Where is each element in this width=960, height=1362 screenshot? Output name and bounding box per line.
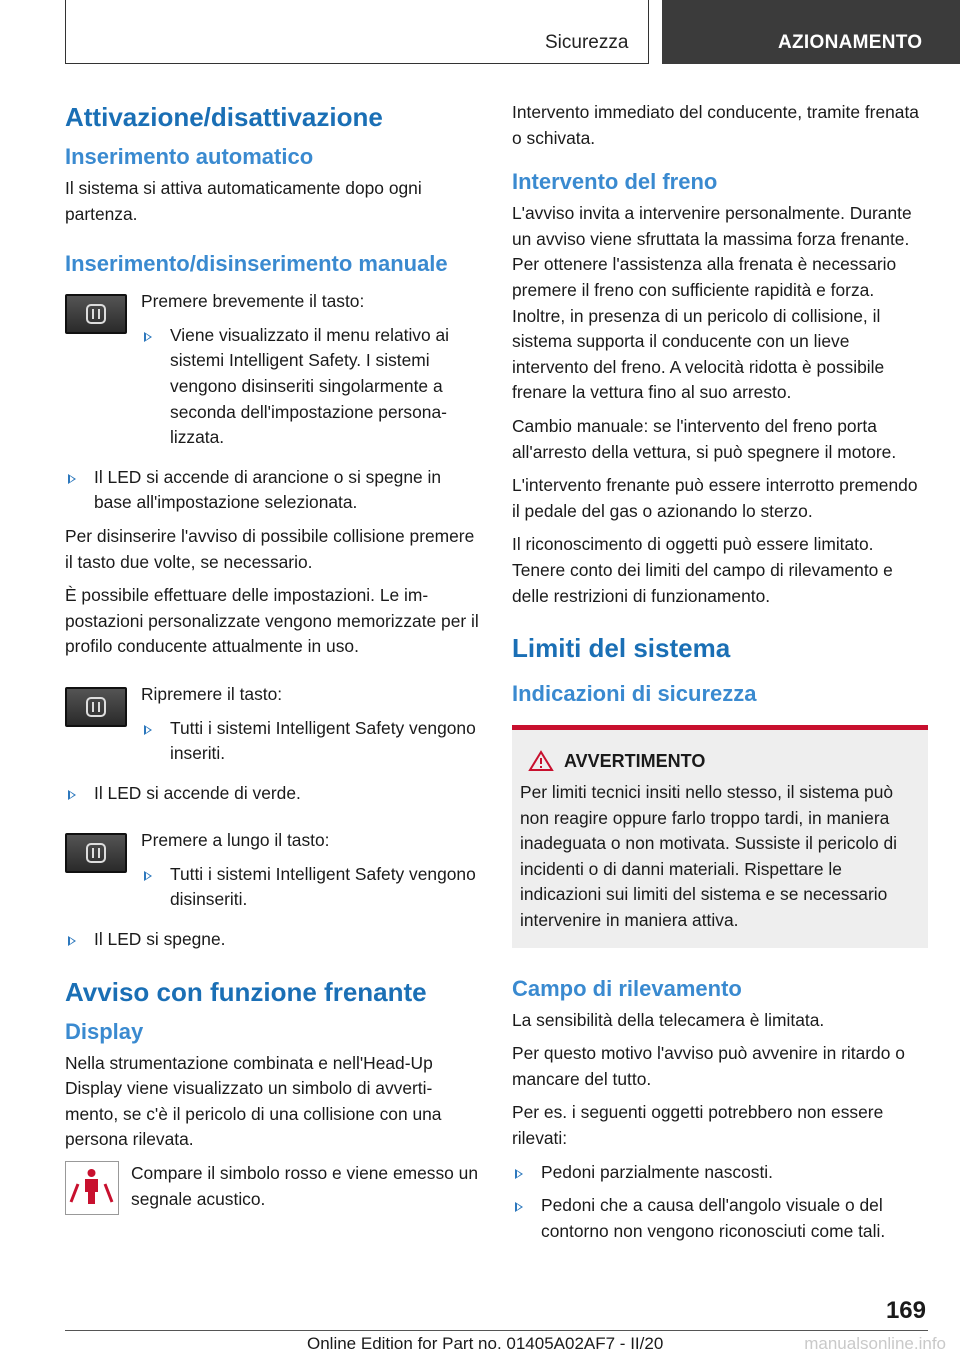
press-short-text: Premere brevemente il tasto: (141, 291, 365, 312)
heading-manual: Inserimento/disinserimento manuale (65, 251, 448, 277)
warning-text: Per limiti tecnici insiti nello stesso, il sistema può non reagire oppure farlo troppo tardi, in maniera inadeguata o non motivata. Sussiste il pericolo di incidenti o di danni materiali. Rispettare le indicazioni sui limiti del sistema e se necessario intervenire in maniera attiva. (520, 782, 898, 931)
paragraph-auto: Il sistema si attiva automaticamente dopo ogni partenza. (65, 178, 422, 224)
list-item-text: Il LED si accende di arancione o si spegne in base all'impostazione selezionata. (94, 466, 442, 513)
bullet-triangle-icon (68, 936, 76, 946)
list-item-text: Pedoni che a causa dell'angolo visuale o del contorno non vengono riconosciuti come tali. (541, 1195, 886, 1241)
list-item-text: Il LED si spegne. (94, 929, 226, 950)
heading-activation: Attivazione/disattivazione (65, 102, 383, 132)
paragraph-sensitivity: La sensibilità della telecamera è limitata. (512, 1009, 825, 1030)
bullet-triangle-icon (68, 474, 76, 484)
paragraph-intervention: Intervento immediato del conducente, tramite frenata o schivata. (512, 102, 919, 148)
paragraph-settings: È possibile effettuare delle impostazioni. Le impostazioni personalizzate vengono memorizzate per il profilo conducente attualmente in uso. (65, 585, 479, 657)
heading-limits: Limiti del sistema (512, 633, 731, 664)
paragraph-limited: Il riconoscimento di oggetti può essere limitato. Tenere conto dei limiti del campo di rilevamento e delle restrizioni di funzionamento. (512, 534, 893, 606)
heading-display: Display (65, 1018, 144, 1044)
press-long-text: Premere a lungo il tasto: (141, 830, 330, 851)
press-again-row (65, 676, 479, 775)
list-item (512, 1193, 928, 1244)
list-item (65, 927, 479, 953)
paragraph-examples: Per es. i seguenti oggetti potrebbero non essere rilevati: (512, 1102, 884, 1149)
warning-title-text: AVVERTIMENTO (564, 750, 706, 771)
intelligent-safety-button-icon (65, 833, 127, 873)
header-section-title: Sicurezza (545, 32, 629, 53)
list-item-text: Viene visualizzato il menu relativo ai sistemi Intelligent Safety. I sistemi vengono disinseriti singolarmente a seconda dell'impostazione personalizzata. (170, 324, 450, 448)
warning-triangle-icon (528, 750, 554, 772)
list-item-text: Tutti i sistemi Intelligent Safety vengono inseriti. (170, 717, 476, 764)
list-item (141, 323, 479, 451)
red-symbol-text: Compare il simbolo rosso e viene emesso un segnale acustico. (131, 1163, 479, 1209)
list-item (141, 716, 479, 767)
warning-title (528, 750, 920, 772)
press-short-row (65, 283, 479, 459)
paragraph-display: Nella strumentazione combinata e nell'Head-Up Display viene visualizzato un simbolo di avvertimento, se c'è il pericolo di una collisione con una persona rilevata. (65, 1052, 442, 1150)
bullet-triangle-icon (144, 871, 152, 881)
heading-safety: Indicazioni di sicurezza (512, 681, 757, 707)
list-item-text: Tutti i sistemi Intelligent Safety vengono disinseriti. (170, 863, 476, 910)
footer-divider (65, 1330, 928, 1331)
bullet-triangle-icon (515, 1202, 523, 1212)
intelligent-safety-button-icon (65, 294, 127, 334)
press-again-text: Ripremere il tasto: (141, 683, 283, 704)
list-item (512, 1160, 928, 1186)
page-number: 169 (885, 1297, 926, 1324)
right-column (512, 100, 928, 1252)
bullet-triangle-icon (144, 332, 152, 342)
paragraph-interrupt: L'intervento frenante può essere interrotto premendo il pedale del gas o azionando lo sterzo. (512, 475, 918, 521)
bullet-triangle-icon (515, 1169, 523, 1179)
warning-box (512, 725, 928, 948)
header-chapter-title: AZIONAMENTO (778, 32, 923, 53)
paragraph-brake: L'avviso invita a intervenire personalmente. Durante un avviso viene sfruttata la massima forza frenante. Per ottenere l'assistenza alla frenata è necessario premere il freno con sufficiente rapidità e forza. Inoltre, in presenza di un pericolo di collisione, il sistema supporta il conducente con un lieve intervento del freno. A velocità ridotta è possibile frenare la vettura fino al suo arresto. (512, 203, 912, 403)
heading-warning-brake: Avviso con funzione frenante (65, 976, 427, 1007)
watermark: manualsonline.info (804, 1334, 946, 1353)
intelligent-safety-button-icon (65, 687, 127, 727)
list-item (65, 465, 479, 516)
list-item-text: Il LED si accende di verde. (94, 782, 301, 803)
red-symbol-row (65, 1161, 479, 1220)
list-item (65, 781, 479, 807)
left-column (65, 100, 479, 1226)
paragraph-disable: Per disinserire l'avviso di possibile collisione premere il tasto due volte, se necessario. (65, 525, 475, 572)
bullet-triangle-icon (68, 790, 76, 800)
edition-text: Online Edition for Part no. 01405A02AF7 - II/20 (307, 1334, 664, 1353)
bullet-triangle-icon (144, 725, 152, 735)
pedestrian-warning-icon (65, 1161, 119, 1215)
paragraph-delay: Per questo motivo l'avviso può avvenire in ritardo o mancare del tutto. (512, 1043, 905, 1089)
heading-auto: Inserimento automatico (65, 144, 314, 169)
list-item-text: Pedoni parzialmente nascosti. (541, 1161, 774, 1182)
press-long-row (65, 822, 479, 921)
list-item (141, 862, 479, 913)
paragraph-manual: Cambio manuale: se l'intervento del freno porta all'arresto della vettura, si può spegnere il motore. (512, 415, 897, 462)
heading-brake: Intervento del freno (512, 169, 718, 195)
heading-range: Campo di rilevamento (512, 975, 742, 1001)
